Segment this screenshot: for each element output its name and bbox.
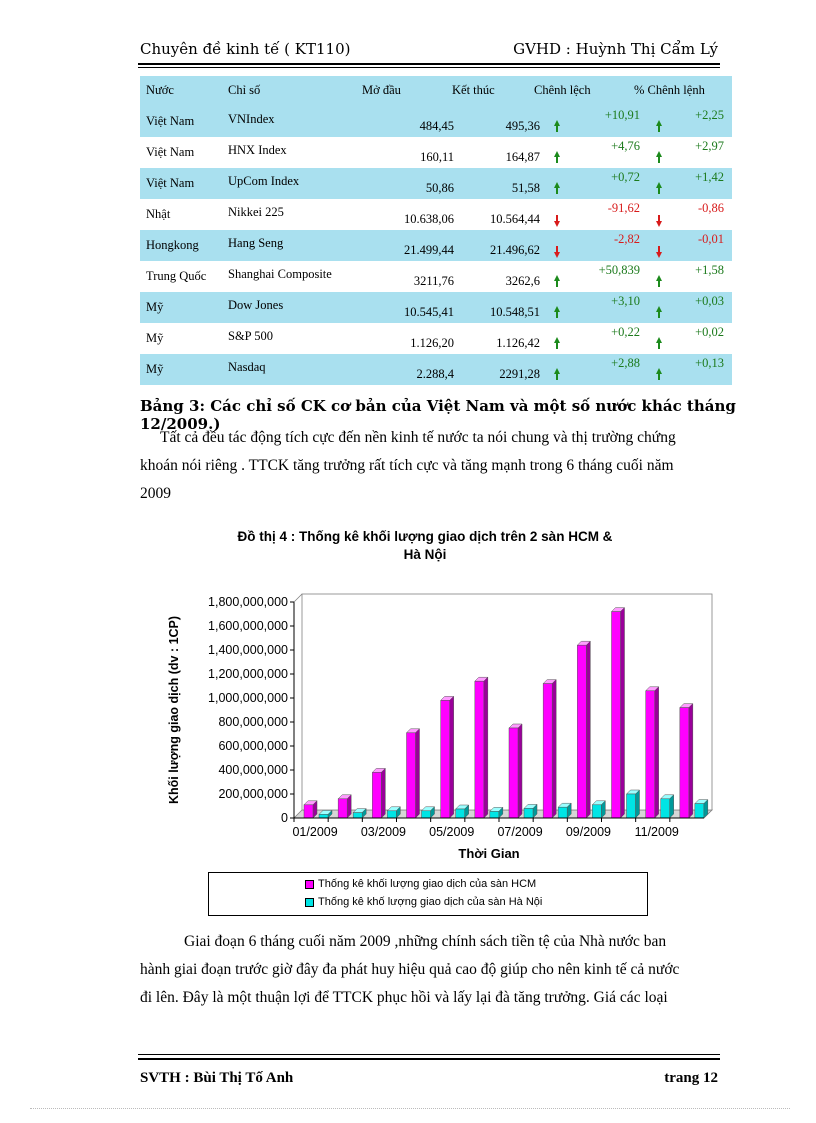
bar-hcm bbox=[441, 696, 454, 818]
arrow-stem bbox=[556, 157, 558, 163]
y-tick-label: 400,000,000 bbox=[218, 763, 288, 777]
table-header-cell: Chênh lệch bbox=[534, 83, 591, 97]
bar-side bbox=[381, 768, 385, 818]
bar-front bbox=[407, 733, 416, 818]
table-cell-country: Việt Nam bbox=[146, 114, 195, 128]
legend-item-hanoi bbox=[305, 896, 542, 908]
arrow-stem bbox=[658, 188, 660, 194]
bar-side bbox=[347, 795, 351, 818]
table-cell-country: Mỹ bbox=[146, 300, 164, 314]
bar-front bbox=[592, 805, 601, 818]
bar-side bbox=[484, 677, 488, 818]
bar-hanoi bbox=[558, 803, 571, 818]
arrow-stem bbox=[658, 246, 660, 252]
table-cell-index: Nasdaq bbox=[228, 360, 266, 374]
bar-side bbox=[689, 704, 693, 818]
x-axis-title: Thời Gian bbox=[458, 846, 520, 861]
x-tick-label: 09/2009 bbox=[565, 825, 612, 839]
arrow-down-icon bbox=[554, 221, 560, 227]
table-cell-diff: +2,88 bbox=[611, 356, 640, 370]
arrow-down-icon bbox=[656, 221, 662, 227]
table-cell-pct: +0,13 bbox=[695, 356, 724, 370]
table-cell-open: 10.638,06 bbox=[404, 212, 454, 226]
chart-legend bbox=[208, 872, 648, 916]
bar-hcm bbox=[543, 680, 556, 818]
legend-label-hanoi: Thống kê khố lượng giao dịch của sàn Hà Nội bbox=[318, 896, 543, 908]
bar-front bbox=[422, 811, 431, 818]
bar-front bbox=[524, 808, 533, 818]
footer-page-number: trang 12 bbox=[664, 1070, 718, 1086]
paragraph-1-line-2: khoán nói riêng . TTCK tăng trưởng rất tích cực và tăng mạnh trong 6 tháng cuối năm bbox=[140, 457, 674, 474]
table-cell-diff: +10,91 bbox=[604, 108, 640, 122]
bar-front bbox=[372, 772, 381, 818]
bar-front bbox=[612, 612, 621, 818]
x-tick-label: 11/2009 bbox=[634, 825, 679, 839]
arrow-stem bbox=[556, 281, 558, 287]
table-row bbox=[140, 230, 732, 261]
table-cell-country: Nhật bbox=[146, 207, 171, 221]
y-tick-label: 200,000,000 bbox=[218, 787, 288, 801]
table-cell-close: 2291,28 bbox=[499, 367, 540, 381]
paragraph-1-line-1: Tất cả đều tác động tích cực đến nền kinh tế nước ta nói chung và thị trường chứng bbox=[160, 429, 676, 446]
table-cell-close: 51,58 bbox=[511, 181, 540, 195]
chart-title-line-1: Đồ thị 4 : Thống kê khối lượng giao dịch trên 2 sàn HCM & bbox=[237, 529, 613, 544]
bar-front bbox=[387, 811, 396, 818]
bar-front bbox=[353, 813, 362, 818]
bar-hcm bbox=[509, 724, 522, 818]
arrow-stem bbox=[658, 126, 660, 132]
table-cell-index: Hang Seng bbox=[228, 236, 284, 250]
bar-side bbox=[621, 608, 625, 818]
table-cell-close: 21.496,62 bbox=[490, 243, 540, 257]
arrow-up-icon bbox=[554, 275, 560, 281]
table-caption: Bảng 3: Các chỉ số CK cơ bản của Việt Nam và một số nước khác tháng 12/2009.) bbox=[140, 397, 736, 433]
table-cell-close: 10.564,44 bbox=[490, 212, 540, 226]
footer-rule bbox=[138, 1058, 720, 1060]
table-cell-index: Nikkei 225 bbox=[228, 205, 284, 219]
table-cell-open: 160,11 bbox=[420, 150, 454, 164]
volume-bar-chart bbox=[160, 586, 720, 871]
table-cell-diff: +4,76 bbox=[611, 139, 640, 153]
bar-side bbox=[450, 696, 454, 818]
legend-swatch-hanoi bbox=[305, 898, 314, 907]
bar-front bbox=[627, 794, 636, 818]
table-cell-open: 50,86 bbox=[425, 181, 454, 195]
table-cell-pct: -0,01 bbox=[697, 232, 724, 246]
arrow-stem bbox=[556, 312, 558, 318]
table-cell-pct: +0,03 bbox=[695, 294, 724, 308]
arrow-stem bbox=[556, 343, 558, 349]
bar-front bbox=[680, 708, 689, 818]
arrow-up-icon bbox=[656, 337, 662, 343]
arrow-up-icon bbox=[554, 151, 560, 157]
bar-front bbox=[558, 807, 567, 818]
bar-front bbox=[646, 691, 655, 818]
table-cell-country: Mỹ bbox=[146, 331, 164, 345]
arrow-stem bbox=[556, 126, 558, 132]
x-tick-label: 07/2009 bbox=[497, 825, 543, 839]
plot-corner-line bbox=[294, 594, 302, 602]
page-footer bbox=[140, 1070, 718, 1090]
legend-label-hcm: Thống kê khối lượng giao dịch của sàn HCM bbox=[318, 878, 537, 890]
chart-title bbox=[160, 528, 690, 564]
footer-author: SVTH : Bùi Thị Tố Anh bbox=[140, 1070, 294, 1086]
stock-index-table bbox=[140, 76, 732, 388]
bar-front bbox=[441, 700, 450, 818]
table-header-cell: % Chênh lệnh bbox=[634, 83, 705, 97]
y-tick-label: 1,800,000,000 bbox=[208, 595, 288, 609]
arrow-down-icon bbox=[656, 252, 662, 258]
bar-hcm bbox=[680, 704, 693, 818]
bar-side bbox=[518, 724, 522, 818]
paragraph-2-line-1: Giai đoạn 6 tháng cuối năm 2009 ,những chính sách tiền tệ của Nhà nước ban bbox=[184, 933, 667, 950]
table-cell-country: Việt Nam bbox=[146, 176, 195, 190]
bar-hanoi bbox=[456, 805, 469, 818]
table-cell-open: 484,45 bbox=[419, 119, 454, 133]
y-tick-label: 1,000,000,000 bbox=[208, 691, 288, 705]
table-cell-diff: +50,839 bbox=[598, 263, 640, 277]
bar-hcm bbox=[612, 608, 625, 818]
bar-side bbox=[586, 641, 590, 818]
paragraph-2 bbox=[140, 928, 720, 1012]
table-cell-index: Dow Jones bbox=[228, 298, 284, 312]
table-header-cell: Chỉ số bbox=[228, 83, 261, 97]
bar-side bbox=[670, 795, 674, 818]
table-cell-diff: +3,10 bbox=[611, 294, 640, 308]
arrow-up-icon bbox=[656, 120, 662, 126]
arrow-stem bbox=[556, 246, 558, 252]
arrow-stem bbox=[658, 281, 660, 287]
arrow-stem bbox=[658, 157, 660, 163]
arrow-up-icon bbox=[656, 368, 662, 374]
table-row bbox=[140, 199, 732, 230]
paragraph-1 bbox=[140, 424, 720, 508]
bar-hcm bbox=[372, 768, 385, 818]
table-cell-index: Shanghai Composite bbox=[228, 267, 332, 281]
chart-title-line-2: Hà Nội bbox=[403, 547, 447, 562]
arrow-stem bbox=[556, 188, 558, 194]
bar-front bbox=[304, 805, 313, 818]
header-rule bbox=[138, 63, 720, 65]
arrow-stem bbox=[658, 374, 660, 380]
bar-hcm bbox=[577, 641, 590, 818]
table-row bbox=[140, 168, 732, 199]
table-cell-close: 495,36 bbox=[505, 119, 540, 133]
bar-front bbox=[577, 645, 586, 818]
table-cell-open: 21.499,44 bbox=[404, 243, 454, 257]
table-cell-pct: +1,58 bbox=[695, 263, 724, 277]
table-header-cell: Kết thúc bbox=[452, 83, 495, 97]
header-rule-thin bbox=[138, 67, 720, 68]
table-header-row bbox=[140, 76, 732, 106]
y-tick-label: 1,200,000,000 bbox=[208, 667, 288, 681]
arrow-stem bbox=[658, 215, 660, 221]
table-row bbox=[140, 323, 732, 354]
table-cell-close: 1.126,42 bbox=[496, 336, 540, 350]
table-cell-country: Việt Nam bbox=[146, 145, 195, 159]
arrow-down-icon bbox=[554, 252, 560, 258]
table-cell-pct: +0,02 bbox=[695, 325, 724, 339]
table-cell-pct: -0,86 bbox=[697, 201, 724, 215]
table-cell-index: VNIndex bbox=[228, 112, 275, 126]
table-cell-diff: +0,22 bbox=[611, 325, 640, 339]
y-tick-label: 800,000,000 bbox=[218, 715, 288, 729]
bar-hanoi bbox=[524, 804, 537, 818]
arrow-up-icon bbox=[554, 368, 560, 374]
table-cell-pct: +1,42 bbox=[695, 170, 724, 184]
table-cell-close: 3262,6 bbox=[505, 274, 540, 288]
bar-front bbox=[509, 728, 518, 818]
bar-hanoi bbox=[627, 790, 640, 818]
bar-hanoi bbox=[592, 801, 605, 818]
y-tick-label: 600,000,000 bbox=[218, 739, 288, 753]
bar-front bbox=[661, 799, 670, 818]
arrow-up-icon bbox=[656, 182, 662, 188]
table-cell-index: HNX Index bbox=[228, 143, 287, 157]
table-row bbox=[140, 261, 732, 292]
bar-hcm bbox=[646, 687, 659, 818]
y-axis-title: Khối lượng giao dịch (dv : 1CP) bbox=[167, 615, 181, 805]
y-tick-label: 1,600,000,000 bbox=[208, 619, 288, 633]
bar-hcm bbox=[338, 795, 351, 818]
arrow-stem bbox=[658, 312, 660, 318]
table-cell-index: S&P 500 bbox=[228, 329, 274, 343]
legend-item-hcm bbox=[305, 878, 536, 890]
arrow-stem bbox=[556, 374, 558, 380]
bar-hcm bbox=[304, 801, 317, 818]
footer-rule-thin bbox=[138, 1054, 720, 1055]
arrow-up-icon bbox=[554, 337, 560, 343]
table-header-cell: Mở đầu bbox=[362, 83, 401, 97]
y-tick-label: 1,400,000,000 bbox=[208, 643, 288, 657]
table-cell-open: 2.288,4 bbox=[416, 367, 454, 381]
bar-hcm bbox=[407, 729, 420, 818]
arrow-up-icon bbox=[554, 306, 560, 312]
bar-hcm bbox=[475, 677, 488, 818]
arrow-up-icon bbox=[554, 182, 560, 188]
x-tick-label: 05/2009 bbox=[429, 825, 475, 839]
table-header-cell: Nước bbox=[146, 83, 174, 97]
table-cell-diff: +0,72 bbox=[611, 170, 640, 184]
table-row bbox=[140, 354, 732, 385]
bar-front bbox=[456, 809, 465, 818]
page-bottom-dotted-rule bbox=[30, 1108, 790, 1109]
table-cell-country: Hongkong bbox=[146, 238, 199, 252]
y-tick-label: 0 bbox=[281, 811, 288, 825]
arrow-up-icon bbox=[554, 120, 560, 126]
header-course: Chuyên đề kinh tế ( KT110) bbox=[140, 40, 351, 58]
table-cell-country: Trung Quốc bbox=[146, 269, 207, 283]
bar-front bbox=[338, 799, 347, 818]
table-cell-diff: -91,62 bbox=[607, 201, 640, 215]
table-cell-open: 10.545,41 bbox=[404, 305, 454, 319]
arrow-up-icon bbox=[656, 151, 662, 157]
x-tick-label: 01/2009 bbox=[292, 825, 338, 839]
paragraph-2-line-3: đi lên. Đây là một thuận lợi để TTCK phục hồi và lấy lại đà tăng trưởng. Giá các loại bbox=[140, 989, 668, 1006]
header-advisor: GVHD : Huỳnh Thị Cẩm Lý bbox=[513, 40, 718, 58]
arrow-stem bbox=[556, 215, 558, 221]
arrow-up-icon bbox=[656, 275, 662, 281]
table-cell-close: 164,87 bbox=[505, 150, 540, 164]
paragraph-2-line-2: hành giai đoạn trước giờ đây đa phát huy hiệu quả cao độ giúp cho nên kinh tế cả nước bbox=[140, 961, 680, 978]
x-tick-label: 03/2009 bbox=[360, 825, 407, 839]
bar-front bbox=[475, 681, 484, 818]
table-row bbox=[140, 106, 732, 137]
bar-front bbox=[319, 814, 328, 818]
table-row bbox=[140, 137, 732, 168]
table-cell-close: 10.548,51 bbox=[490, 305, 540, 319]
table-cell-open: 1.126,20 bbox=[410, 336, 454, 350]
bar-side bbox=[552, 680, 556, 818]
bar-side bbox=[636, 790, 640, 818]
paragraph-1-line-3: 2009 bbox=[140, 485, 171, 502]
table-cell-open: 3211,76 bbox=[413, 274, 454, 288]
table-cell-pct: +2,25 bbox=[695, 108, 724, 122]
table-cell-index: UpCom Index bbox=[228, 174, 300, 188]
table-row bbox=[140, 292, 732, 323]
bar-hanoi bbox=[695, 800, 708, 818]
bar-side bbox=[655, 687, 659, 818]
bar-front bbox=[490, 811, 499, 818]
bar-front bbox=[543, 684, 552, 818]
arrow-up-icon bbox=[656, 306, 662, 312]
arrow-stem bbox=[658, 343, 660, 349]
table-cell-pct: +2,97 bbox=[695, 139, 724, 153]
table-cell-country: Mỹ bbox=[146, 362, 164, 376]
bar-side bbox=[416, 729, 420, 818]
bar-front bbox=[695, 804, 704, 818]
page-header bbox=[140, 40, 718, 60]
bar-hanoi bbox=[661, 795, 674, 818]
legend-swatch-hcm bbox=[305, 880, 314, 889]
table-cell-diff: -2,82 bbox=[613, 232, 640, 246]
